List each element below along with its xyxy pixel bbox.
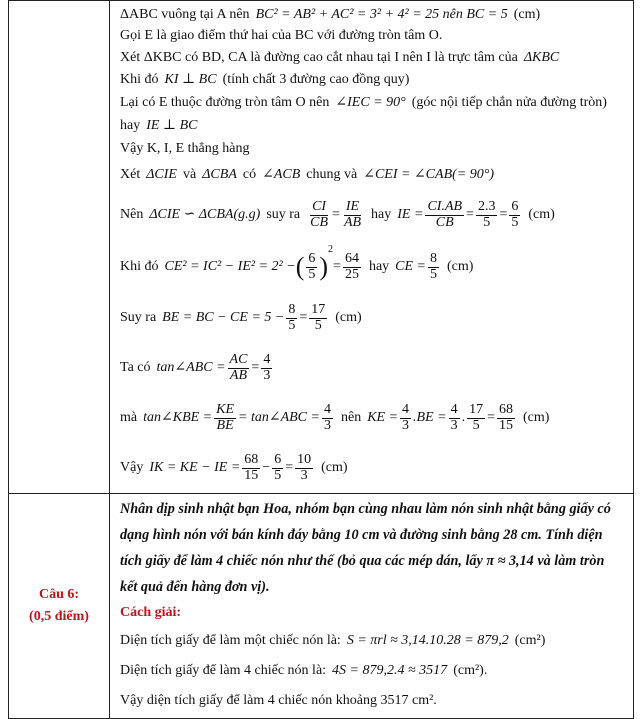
text: suy ra: [266, 207, 301, 222]
math: CE² = IC² − IE² = 2² −: [164, 259, 296, 274]
solution-line-10: [120, 241, 625, 293]
unit: (cm): [528, 207, 555, 222]
math: KE =: [367, 410, 399, 425]
text: −: [262, 460, 271, 475]
text: nên: [340, 410, 362, 425]
math: ΔKBC: [523, 50, 560, 65]
text: Khi đó: [120, 259, 159, 274]
math: ∠ACB: [262, 167, 301, 182]
solution-line-6: [120, 115, 625, 137]
text: có: [242, 167, 257, 182]
fraction: $\frac{KE}{BE}$: [216, 401, 235, 433]
text: hay: [120, 118, 141, 133]
math: = tan∠ABC =: [238, 410, 320, 425]
solution-line-14: [120, 443, 625, 493]
text: Ta có: [120, 360, 151, 375]
text: Vậy: [120, 460, 144, 475]
math: IK = KE − IE =: [149, 460, 241, 475]
problem-line-4: kết quả đến hàng đơn vị).: [120, 579, 270, 595]
text: Gọi E là giao điểm thứ hai của BC với đường tròn tâm O.: [120, 28, 443, 43]
fraction: $\frac{6}{5}$: [274, 451, 282, 483]
unit: (cm): [513, 7, 541, 22]
problem-line-2: dạng hình nón với bán kính đáy bằng 10 cm và đường sinh bằng 28 cm. Tính diện: [120, 527, 603, 543]
solution-heading: Cách giải:: [120, 605, 182, 620]
text: và: [183, 167, 197, 182]
fraction: $\frac{4}{3}$: [450, 401, 458, 433]
fraction: $\frac{64}{25}$: [344, 250, 359, 282]
fraction: $\frac{CI.AB}{CB}$: [427, 198, 463, 230]
fraction: $\frac{4}{3}$: [323, 401, 331, 433]
text: =: [466, 207, 474, 222]
text: Diện tích giấy để làm 4 chiếc nón là:: [120, 663, 327, 678]
text: Lại có E thuộc đường tròn tâm O nên: [120, 95, 330, 110]
text: hay: [368, 259, 390, 274]
math: 4S = 879,2.4 ≈ 3517: [332, 663, 448, 678]
text: =: [332, 207, 340, 222]
text: Xét ΔKBC có BD, CA là đường cao cắt nhau tại I nên I là trực tâm của: [120, 50, 518, 65]
solution-line-1: [120, 5, 625, 25]
math: IE =: [397, 207, 424, 222]
fraction: $\frac{4}{3}$: [263, 351, 271, 383]
solution-line-2: [120, 25, 625, 47]
math: CE =: [395, 259, 426, 274]
math: ∠CEI = ∠CAB(= 90°): [363, 167, 494, 182]
solution-line-11: [120, 293, 625, 343]
text: Khi đó: [120, 72, 159, 87]
fraction: $\frac{68}{15}$: [499, 401, 514, 433]
text: hay: [371, 207, 392, 222]
solution-line-9: [120, 189, 625, 241]
question-points: (0,5 điểm): [29, 609, 89, 624]
math: tan∠ABC =: [156, 360, 226, 375]
solution-line-8: [120, 161, 625, 189]
math: S = πrl ≈ 3,14.10.28 = 879,2: [346, 633, 509, 648]
unit: (cm²): [514, 633, 546, 648]
fraction: $\frac{6}{5}$: [308, 250, 316, 282]
problem-line-3: tích giấy để làm 4 chiếc nón như thế (bỏ qua các mép dán, lấy π ≈ 3,14 và làm tròn: [120, 553, 605, 569]
solution-table: [8, 0, 634, 719]
text: =: [299, 310, 308, 325]
solution-line-13: [120, 393, 625, 443]
math: KI ⊥ BC: [164, 72, 217, 87]
question-number: Câu 6:: [38, 587, 80, 602]
math: tan∠KBE =: [143, 410, 213, 425]
math: ∠IEC = 90°: [335, 95, 406, 110]
unit: (cm): [523, 410, 550, 425]
text: chung và: [306, 167, 358, 182]
unit: (cm): [335, 310, 362, 325]
fraction: $\frac{IE}{AB}$: [343, 198, 362, 230]
fraction: $\frac{10}{3}$: [297, 451, 312, 483]
math: ΔCIE ∽ ΔCBA(g.g): [149, 207, 261, 222]
text: (tính chất 3 đường cao đồng quy): [222, 72, 410, 87]
solution-line-12: [120, 343, 625, 393]
solution-line-7: [120, 137, 625, 161]
paren: (: [295, 252, 305, 281]
empty-label-cell: [9, 1, 110, 494]
text: Suy ra: [120, 310, 157, 325]
question-label-cell: [9, 494, 110, 719]
math: BC² = AB² + AC² = 3² + 4² = 25 nên BC = 5: [255, 7, 508, 22]
cone-problem-cell: [110, 494, 634, 719]
math: BE = BC − CE = 5 −: [162, 310, 285, 325]
unit: (cm): [447, 259, 474, 274]
text: .: [461, 410, 466, 425]
exponent: 2: [328, 244, 334, 255]
fraction: $\frac{CI}{CB}$: [310, 198, 329, 230]
solution-step-1: [120, 626, 625, 656]
math: ΔCIE: [146, 167, 177, 182]
geometry-solution-cell: [110, 1, 634, 494]
text: Nên: [120, 207, 144, 222]
fraction: $\frac{AC}{AB}$: [229, 351, 248, 383]
math: .BE =: [413, 410, 447, 425]
text: (góc nội tiếp chắn nửa đường tròn): [411, 95, 607, 110]
solution-line-3: [120, 47, 625, 69]
math: ΔCBA: [202, 167, 237, 182]
text: Vậy K, I, E thẳng hàng: [120, 141, 250, 156]
fraction: $\frac{2.3}{5}$: [477, 198, 496, 230]
unit: (cm²).: [453, 663, 488, 678]
fraction: $\frac{8}{5}$: [430, 250, 437, 282]
problem-line-1: Nhân dịp sinh nhật bạn Hoa, nhóm bạn cùng nhau làm nón sinh nhật bằng giấy có: [120, 501, 611, 517]
text: mà: [120, 410, 138, 425]
fraction: $\frac{68}{15}$: [244, 451, 259, 483]
table-row: [9, 1, 634, 494]
solution-line-4: [120, 69, 625, 91]
paren: ): [319, 252, 329, 281]
solution-step-2: [120, 656, 625, 686]
unit: (cm): [321, 460, 348, 475]
fraction: $\frac{17}{5}$: [311, 301, 326, 333]
fraction: $\frac{4}{3}$: [402, 401, 410, 433]
text: Xét: [120, 167, 141, 182]
text: =: [487, 410, 496, 425]
text: ΔABC vuông tại A nên: [120, 7, 250, 22]
text: =: [285, 460, 294, 475]
text: =: [251, 360, 260, 375]
solution-step-3: [120, 686, 625, 716]
text: =: [333, 259, 341, 274]
fraction: $\frac{8}{5}$: [288, 301, 296, 333]
text: Vậy diện tích giấy để làm 4 chiếc nón khoảng 3517 cm².: [120, 693, 437, 708]
solution-line-5: [120, 91, 625, 115]
text: Diện tích giấy để làm một chiếc nón là:: [120, 633, 341, 648]
table-row: [9, 494, 634, 719]
text: =: [499, 207, 508, 222]
fraction: $\frac{17}{5}$: [469, 401, 484, 433]
fraction: $\frac{6}{5}$: [511, 198, 519, 230]
math: IE ⊥ BC: [146, 118, 198, 133]
